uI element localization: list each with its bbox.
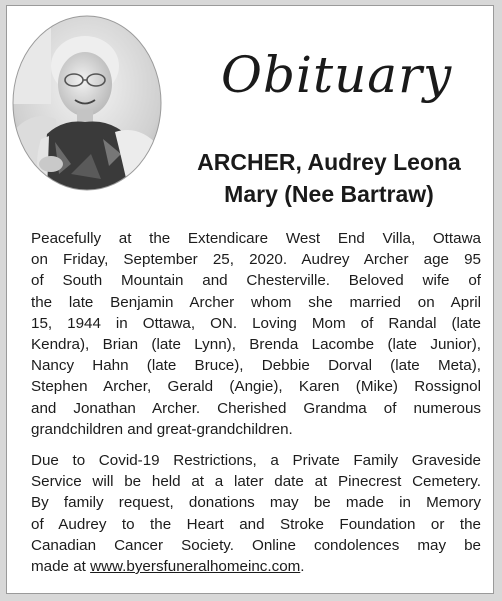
text-line: on Friday, September 25, 2020. Audrey Archer age 95 xyxy=(31,251,481,269)
obituary-title: Obituary xyxy=(221,46,453,104)
paragraph-announcement xyxy=(31,228,481,440)
portrait-photo xyxy=(11,14,163,192)
text-line: Kendra), Brian (late Lynn), Brenda Lacombe (late Junior), xyxy=(31,336,481,354)
text-line xyxy=(31,556,481,577)
deceased-name: ARCHER, Audrey Leona xyxy=(197,149,461,175)
text-line: Due to Covid-19 Restrictions, a Private Family Graveside xyxy=(31,452,481,469)
deceased-maiden-name: Mary (Nee Bartraw) xyxy=(224,181,434,207)
funeral-home-link[interactable]: www.byersfuneralhomeinc.com xyxy=(90,558,301,576)
text-line: of Audrey to the Heart and Stroke Foundation or the xyxy=(31,515,481,533)
text-line: of South Mountain and Chesterville. Beloved wife of xyxy=(31,272,481,290)
text-line: Peacefully at the Extendicare West End Villa, Ottawa xyxy=(31,230,481,247)
text-line: Service will be held at a later date at Pinecrest Cemetery. xyxy=(31,473,481,491)
text-line: and Jonathan Archer. Cherished Grandma of numerous xyxy=(31,399,481,417)
text-prefix: made at xyxy=(31,558,91,576)
text-line: Nancy Hahn (late Bruce), Debbie Dorval (late Meta), xyxy=(31,357,481,375)
text-line: the late Benjamin Archer whom she married on April xyxy=(31,293,481,311)
text-line: Stephen Archer, Gerald (Angie), Karen (Mike) Rossignol xyxy=(31,378,481,396)
paragraph-service xyxy=(31,450,481,577)
text-line: By family request, donations may be made in Memory xyxy=(31,494,481,512)
text-line: 15, 1944 in Ottawa, ON. Loving Mom of Randal (late xyxy=(31,314,481,332)
obituary-notice xyxy=(6,5,494,594)
text-line: Canadian Cancer Society. Online condolences may be xyxy=(31,536,481,554)
text-suffix: . xyxy=(300,558,305,576)
text-line: grandchildren and great-grandchildren. xyxy=(31,420,293,438)
